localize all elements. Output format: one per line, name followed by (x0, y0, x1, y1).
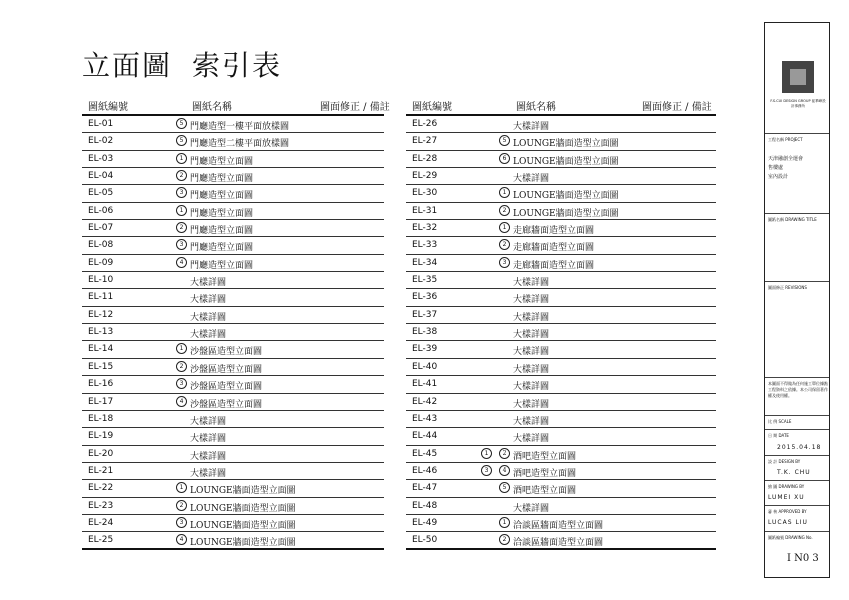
row-code: EL-07 (88, 223, 114, 234)
row-name: 大樣詳圖 (513, 364, 550, 375)
table-row (406, 359, 716, 376)
row-name: 酒吧造型立面圖 (513, 451, 577, 462)
table-row (406, 498, 716, 515)
elevation-symbol-icon: 6 (499, 153, 510, 164)
page-title (82, 44, 302, 84)
elevation-symbol-icon: 1 (176, 153, 187, 164)
row-code: EL-17 (88, 396, 114, 407)
row-code: EL-35 (412, 275, 438, 286)
elevation-symbol-icon: 2 (176, 222, 187, 233)
row-code: EL-40 (412, 361, 438, 372)
table-header (406, 94, 716, 116)
table-header (82, 94, 390, 116)
table-row (406, 185, 716, 202)
row-name: 門廳造型立面圖 (190, 243, 254, 254)
row-code: EL-30 (412, 188, 438, 199)
row-name: 大樣詳圖 (190, 451, 227, 462)
elevation-symbol-icon: 1 (176, 205, 187, 216)
row-code: EL-16 (88, 379, 114, 390)
row-code: EL-22 (88, 483, 114, 494)
row-code: EL-48 (412, 500, 438, 511)
row-name: 沙盤區造型立面圖 (190, 399, 263, 410)
elevation-symbol-icon: 2 (176, 500, 187, 511)
row-code: EL-11 (88, 292, 114, 303)
table-row (406, 237, 716, 254)
row-code: EL-31 (412, 205, 438, 216)
row-name: 大樣詳圖 (513, 122, 550, 132)
row-code: EL-20 (88, 448, 114, 459)
row-code: EL-37 (412, 309, 438, 320)
drawing-title-label: 圖紙名稱 DRAWING TITLE (768, 217, 817, 222)
table-row (82, 324, 384, 341)
header-name: 圖紙名稱 (192, 102, 232, 113)
row-name: 門廳造型立面圖 (190, 174, 254, 185)
row-name: 門廳造型立面圖 (190, 191, 254, 202)
elevation-symbol-icon: 1 (499, 222, 510, 233)
row-code: EL-03 (88, 153, 114, 164)
approver-value: LUCAS LIU (768, 519, 808, 526)
row-name: 大樣詳圖 (190, 416, 227, 427)
table-row (82, 307, 384, 324)
row-code: EL-04 (88, 171, 114, 182)
drawing-number: I N0 3 (787, 553, 819, 564)
table-row (82, 480, 384, 497)
row-code: EL-06 (88, 205, 114, 216)
table-row (406, 428, 716, 445)
header-remark: 圖面修正 / 備註 (642, 102, 712, 113)
row-code: EL-24 (88, 517, 114, 528)
table-row (82, 255, 384, 272)
drawn-label: 繪 圖 DRAWING BY (768, 484, 805, 489)
title-main: 立面圖 (82, 49, 173, 82)
row-name: 大樣詳圖 (513, 174, 550, 185)
index-table-right (406, 94, 716, 550)
row-name: 沙盤區造型立面圖 (190, 382, 263, 393)
row-code: EL-01 (88, 119, 114, 129)
row-name: 大樣詳圖 (513, 399, 550, 410)
row-name: 大樣詳圖 (513, 295, 550, 306)
table-row (82, 220, 384, 237)
table-row (406, 116, 716, 133)
row-name: LOUNGE牆面造型立面圖 (513, 208, 619, 219)
drawer-value: LUMEI XU (768, 494, 805, 501)
row-name: LOUNGE牆面造型立面圖 (513, 156, 619, 167)
table-row (82, 151, 384, 168)
row-name: 大樣詳圖 (513, 330, 550, 341)
row-name: 走廊牆面造型立面圖 (513, 260, 595, 271)
elevation-symbol-icon: 3 (481, 465, 492, 476)
header-remark: 圖面修正 / 備註 (320, 102, 390, 113)
header-code: 圖紙編號 (412, 102, 452, 113)
table-row (406, 515, 716, 532)
company-logo (782, 61, 814, 93)
elevation-symbol-icon: 2 (176, 170, 187, 181)
index-table-left (82, 94, 390, 550)
scale-label: 比 例 SCALE (768, 419, 792, 424)
row-name: 大樣詳圖 (513, 503, 550, 514)
header-name: 圖紙名稱 (516, 102, 556, 113)
row-code: EL-19 (88, 431, 114, 442)
table-row (82, 376, 384, 393)
row-code: EL-50 (412, 535, 438, 546)
row-name: 大樣詳圖 (190, 468, 227, 479)
elevation-symbol-icon: 2 (499, 239, 510, 250)
table-row (82, 272, 384, 289)
elevation-symbol-icon: 2 (176, 361, 187, 372)
row-code: EL-42 (412, 396, 438, 407)
table-row (406, 203, 716, 220)
row-code: EL-36 (412, 292, 438, 303)
row-code: EL-47 (412, 483, 438, 494)
row-code: EL-15 (88, 361, 114, 372)
row-name: 沙盤區造型立面圖 (190, 364, 263, 375)
row-code: EL-27 (412, 136, 438, 147)
table-row (82, 446, 384, 463)
row-code: EL-05 (88, 188, 114, 199)
table-row (82, 359, 384, 376)
table-row (406, 272, 716, 289)
title-sub: 索引表 (192, 49, 283, 82)
table-row (82, 203, 384, 220)
row-code: EL-29 (412, 171, 438, 182)
elevation-symbol-icon: 2 (499, 534, 510, 545)
table-row (82, 498, 384, 515)
table-row (82, 341, 384, 358)
table-row (82, 116, 384, 133)
elevation-symbol-icon: 3 (176, 239, 187, 250)
designer-value: T.K. CHU (777, 469, 811, 476)
elevation-symbol-icon: 4 (176, 396, 187, 407)
row-name: 酒吧造型立面圖 (513, 468, 577, 479)
row-code: EL-45 (412, 448, 438, 459)
row-name: 大樣詳圖 (513, 312, 550, 323)
table-row (82, 133, 384, 150)
row-code: EL-28 (412, 153, 438, 164)
table-row (82, 185, 384, 202)
row-code: EL-32 (412, 223, 438, 234)
title-block (764, 22, 830, 578)
row-code: EL-13 (88, 327, 114, 338)
row-name: 大樣詳圖 (513, 434, 550, 445)
project-label: 工程名稱 PROJECT (768, 137, 803, 142)
table-row (82, 237, 384, 254)
table-row (82, 168, 384, 185)
row-code: EL-49 (412, 517, 438, 528)
table-row (82, 428, 384, 445)
revision-label: 圖面修正 REVISIONS (768, 285, 807, 290)
elevation-symbol-icon: 4 (176, 257, 187, 268)
elevation-symbol-icon: 1 (499, 187, 510, 198)
table-row (406, 255, 716, 272)
project-line-3: 室內設計 (768, 174, 789, 180)
table-row (82, 463, 384, 480)
table-row (406, 307, 716, 324)
elevation-symbol-icon: 5 (499, 135, 510, 146)
table-row (406, 480, 716, 497)
project-line-1: 天津融創全運會 (768, 156, 804, 162)
table-row (406, 411, 716, 428)
table-row (82, 515, 384, 532)
table-row (406, 446, 716, 463)
elevation-symbol-icon: 3 (176, 187, 187, 198)
table-row (406, 324, 716, 341)
row-code: EL-21 (88, 465, 114, 476)
row-name: 大樣詳圖 (513, 416, 550, 427)
elevation-symbol-icon: 4 (499, 465, 510, 476)
table-row (406, 289, 716, 306)
row-name: LOUNGE牆面造型立面圖 (190, 520, 296, 531)
row-name: 門廳造型二樓平面放樣圖 (190, 139, 290, 150)
project-line-2: 售樓處 (768, 165, 784, 171)
row-name: 門廳造型立面圖 (190, 226, 254, 237)
elevation-symbol-icon: 3 (176, 517, 187, 528)
row-code: EL-43 (412, 413, 438, 424)
row-name: 門廳造型立面圖 (190, 260, 254, 271)
row-code: EL-12 (88, 309, 114, 320)
number-label: 圖紙編號 DRAWING No. (768, 535, 813, 540)
row-code: EL-39 (412, 344, 438, 355)
row-name: 洽談區牆面造型立面圖 (513, 520, 604, 531)
row-name: 大樣詳圖 (190, 330, 227, 341)
date-value: 2015.04.18 (777, 444, 822, 451)
row-name: 大樣詳圖 (190, 295, 227, 306)
table-row (406, 151, 716, 168)
row-code: EL-14 (88, 344, 114, 355)
elevation-symbol-icon: 3 (176, 378, 187, 389)
table-row (406, 133, 716, 150)
row-code: EL-10 (88, 275, 114, 286)
table-row (406, 394, 716, 411)
elevation-symbol-icon: 5 (176, 135, 187, 146)
row-code: EL-34 (412, 257, 438, 268)
table-row (406, 341, 716, 358)
row-name: 門廳造型一樓平面放樣圖 (190, 122, 290, 132)
row-name: 走廊牆面造型立面圖 (513, 243, 595, 254)
row-name: 酒吧造型立面圖 (513, 486, 577, 497)
elevation-symbol-icon: 5 (499, 482, 510, 493)
elevation-symbol-icon: 3 (499, 257, 510, 268)
table-row (82, 394, 384, 411)
row-code: EL-25 (88, 535, 114, 546)
row-name: LOUNGE牆面造型立面圖 (190, 503, 296, 514)
row-name: LOUNGE牆面造型立面圖 (513, 139, 619, 150)
row-name: 大樣詳圖 (513, 278, 550, 289)
row-code: EL-41 (412, 379, 438, 390)
row-code: EL-38 (412, 327, 438, 338)
table-row (406, 220, 716, 237)
row-name: 走廊牆面造型立面圖 (513, 226, 595, 237)
row-name: 門廳造型立面圖 (190, 208, 254, 219)
row-code: EL-02 (88, 136, 114, 147)
copyright-note: 本圖面不得做為任何施工單位據點工程資料之依據。本公司保留著作權及使用權。 (768, 381, 828, 398)
row-code: EL-18 (88, 413, 114, 424)
header-code: 圖紙編號 (88, 102, 128, 113)
row-name: 門廳造型立面圖 (190, 156, 254, 167)
row-code: EL-08 (88, 240, 114, 251)
company-name: F.S.CUI DESIGN GROUP 崔華峰設計事務所 (770, 99, 826, 108)
elevation-symbol-icon: 2 (499, 448, 510, 459)
row-name: 洽談區牆面造型立面圖 (513, 538, 604, 549)
elevation-symbol-icon: 1 (176, 343, 187, 354)
table-row (406, 168, 716, 185)
row-code: EL-44 (412, 431, 438, 442)
table-row (406, 376, 716, 393)
row-name: LOUNGE牆面造型立面圖 (190, 486, 296, 497)
date-label: 日 期 DATE (768, 433, 789, 438)
design-label: 設 計 DESIGN BY (768, 459, 801, 464)
elevation-symbol-icon: 2 (499, 205, 510, 216)
row-code: EL-26 (412, 119, 438, 129)
table-row (82, 411, 384, 428)
row-code: EL-46 (412, 465, 438, 476)
row-code: EL-33 (412, 240, 438, 251)
elevation-symbol-icon: 1 (499, 517, 510, 528)
row-name: 大樣詳圖 (190, 312, 227, 323)
table-row (82, 532, 384, 549)
elevation-symbol-icon: 4 (176, 534, 187, 545)
table-row (82, 289, 384, 306)
row-code: EL-09 (88, 257, 114, 268)
row-name: 大樣詳圖 (190, 278, 227, 289)
row-name: LOUNGE牆面造型立面圖 (190, 538, 296, 549)
row-name: 大樣詳圖 (513, 347, 550, 358)
table-row (406, 463, 716, 480)
row-name: LOUNGE牆面造型立面圖 (513, 191, 619, 202)
row-name: 大樣詳圖 (190, 434, 227, 445)
elevation-symbol-icon: 5 (176, 118, 187, 129)
table-row (406, 532, 716, 549)
row-name: 大樣詳圖 (513, 382, 550, 393)
row-name: 沙盤區造型立面圖 (190, 347, 263, 358)
elevation-symbol-icon: 1 (481, 448, 492, 459)
approved-label: 審 核 APPROVED BY (768, 509, 807, 514)
row-code: EL-23 (88, 500, 114, 511)
elevation-symbol-icon: 1 (176, 482, 187, 493)
